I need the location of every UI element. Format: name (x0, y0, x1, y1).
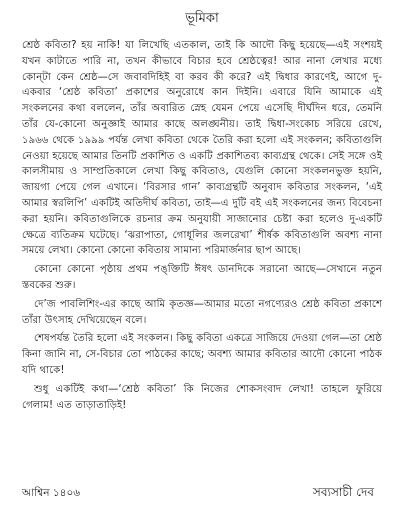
paragraph-1: শ্রেষ্ঠ কবিতা? হয় নাকি! যা লিখেছি এতকাল, তাই কি আদৌ কিছু হয়েছে—এই সংশয়ই যখন কাটাতে পারি না, তখন কীভাবে বিচার হবে শ্রেষ্ঠত্বের! আর নানা লেখার মধ্যে কোন্‌টা কেন শ্রেষ্ঠ—সে জবাবদিহিই বা করব কী করে? এই দ্বিধার কারণেই, আগে দু-একবার ‘শ্রেষ্ঠ কবিতা’ প্রকাশের অনুরোধে কান দিইনি। এবারে যিনি আমাকে এই সংকলনের কথা বললেন, তাঁর অবারিত স্নেহ যেমন পেয়ে এসেছি দীর্ঘদিন ধরে, তেমনি তাঁর যে-কোনো অনুজ্ঞাই আমার কাছে অলঙ্ঘনীয়। তাই দ্বিধা-সংকোচ সরিয়ে রেখে, ১৯৬৬ থেকে ১৯৯৯ পর্যন্ত লেখা কবিতা থেকে তৈরি করা হলো এই সংকলন; কবিতাগুলি নেওয়া হয়েছে আমার তিনটি প্রকাশিত ও একটি প্রকাশিতব্য কাব্যগ্রন্থ থেকে। সেই সঙ্গে ওই কালসীমায় ও সাম্প্রতিকালে লেখা কিছু কবিতাও, যেগুলি কোনো সংকলনভুক্ত হয়নি, জায়গা পেয়ে গেল এখানে। ‘বিরসার গান’ কাব্যগ্রন্থটি অনুবাদ কবিতার সংকলন, ‘এই আমার স্বরলিপি’ একটিই অতিদীর্ঘ কবিতা, তাই—এ দুটি বই এই সংকলনের জন্য বিবেচনা করা হয়নি। কবিতাগুলিকে রচনার ক্রম অনুযায়ী সাজানোর চেষ্টা করা হলেও দু-একটি ক্ষেত্রে ব্যতিক্রম ঘটেছে। ‘ঝরাপাতা, গোধূলির জলরেখা’ শীর্ষক কবিতাগুলি অবশ্য নানা সময়ে লেখা। কোনো কোনো কবিতায় সামান্য পরিমার্জনার ছাপ আছে। (22, 40, 382, 257)
author-name: সব্যসাচী দেব (312, 485, 374, 499)
paragraph-4: শেষপর্যন্ত তৈরি হলো এই সংকলন। কিছু কবিতা একত্রে সাজিয়ে দেওয়া গেল—তা শ্রেষ্ঠ কিনা জানি না, সে-বিচার তো পাঠকের কাছে; অবশ্য আমার কবিতার আদৌ কোনো পাঠক যদি থাকে! (22, 333, 382, 376)
signature-block (22, 484, 374, 504)
paragraph-2: কোনো কোনো পৃষ্ঠায় প্রথম পঙ্‌ক্তিটি ঈষৎ ডানদিকে সরানো আছে—সেখানে নতুন স্তবকের শুরু। (22, 264, 382, 291)
date-line: আশ্বিন ১৪০৬ (22, 487, 81, 499)
paragraph-5: শুধু একটিই কথা—‘শ্রেষ্ঠ কবিতা’ কি নিজের শোকসংবাদ লেখা! তাহলে ফুরিয়ে গেলাম! এত তাড়াতাড়িই! (22, 383, 382, 411)
paragraph-3: দে’জ পাবলিশিং-এর কাছে আমি কৃতজ্ঞ—আমার মতো নগণ্যেরও শ্রেষ্ঠ কবিতা প্রকাশে তাঁরা উৎসাহ দেখিয়েছেন বলে। (22, 298, 382, 326)
page-title: ভূমিকা (185, 11, 219, 26)
